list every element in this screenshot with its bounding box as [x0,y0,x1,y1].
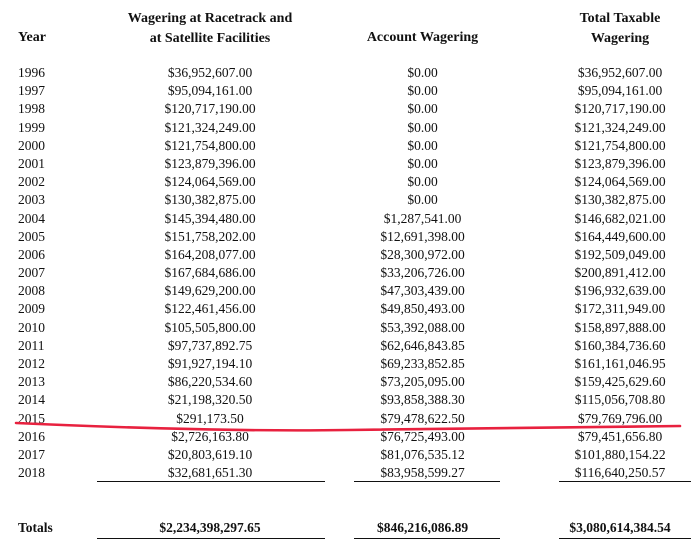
year-cell: 2004 [18,210,45,226]
total-taxable-wagering-cell: $121,324,249.00 [574,119,666,135]
table-row [0,82,697,100]
table-row [0,300,697,318]
total-taxable-wagering-cell: $130,382,875.00 [574,192,666,208]
account-wagering-cell: $93,858,388.30 [380,392,465,408]
account-wagering-cell: $83,958,599.27 [380,465,465,481]
account-wagering-cell: $79,478,622.50 [380,410,465,426]
header-total-line2: Wagering [590,31,650,46]
racetrack-wagering-cell: $36,952,607.00 [167,65,253,80]
account-wagering-cell: $0.00 [407,83,438,99]
total-taxable-wagering-cell: $36,952,607.00 [577,65,663,80]
year-cell: 2005 [18,228,45,244]
totals-account: $846,216,086.89 [376,520,469,535]
table-row [0,264,697,282]
table-row [0,173,697,191]
total-taxable-wagering-cell: $200,891,412.00 [574,265,666,281]
table-row [0,446,697,464]
header-racetrack-wagering [95,9,325,49]
total-taxable-wagering-cell: $123,879,396.00 [574,155,666,171]
racetrack-wagering-cell: $151,758,202.00 [164,228,256,244]
year-cell: 2017 [18,446,45,462]
header-year: Year [18,30,46,45]
account-wagering-cell: $33,206,726.00 [380,265,465,281]
total-taxable-wagering-cell: $115,056,708.80 [574,392,666,408]
account-wagering-cell: $0.00 [407,119,438,135]
total-taxable-wagering-cell: $120,717,190.00 [574,101,666,117]
total-taxable-wagering-cell: $101,880,154.22 [574,446,666,462]
total-taxable-wagering-cell: $172,311,949.00 [574,301,666,317]
year-cell: 1999 [18,119,45,135]
year-cell: 2008 [18,283,45,299]
total-taxable-wagering-cell: $116,640,250.57 [574,465,666,481]
total-taxable-wagering-cell: $196,932,639.00 [574,283,666,299]
total-taxable-wagering-cell: $161,161,046.95 [574,356,666,371]
year-cell: 2011 [18,337,45,353]
racetrack-wagering-cell: $124,064,569.00 [164,174,256,190]
table-row [0,282,697,300]
year-cell: 2009 [18,301,45,317]
account-wagering-cell: $0.00 [407,137,438,153]
account-wagering-cell: $28,300,972.00 [380,246,465,262]
header-racetrack-line2: at Satellite Facilities [149,31,271,46]
total-taxable-wagering-cell: $158,897,888.00 [574,319,666,335]
total-taxable-wagering-cell: $164,449,600.00 [574,228,666,244]
racetrack-wagering-cell: $121,324,249.00 [164,119,256,135]
account-wagering-cell: $0.00 [407,101,438,117]
table-row [0,464,697,482]
total-taxable-wagering-cell: $121,754,800.00 [574,137,666,153]
total-taxable-wagering-cell: $79,451,656.80 [577,428,663,444]
year-cell: 2016 [18,428,45,444]
subtotal-rule-account [354,481,500,482]
table-row [0,228,697,246]
year-cell: 2002 [18,174,45,190]
racetrack-wagering-cell: $164,208,077.00 [164,246,256,262]
table-row [0,119,697,137]
table-row [0,246,697,264]
totals-rule-account [354,538,500,539]
account-wagering-cell: $1,287,541.00 [383,210,462,226]
subtotal-rule-racetrack [97,481,325,482]
year-cell: 2018 [18,465,45,481]
table-row [0,155,697,173]
racetrack-wagering-cell: $121,754,800.00 [164,137,256,153]
account-wagering-cell: $0.00 [407,65,438,80]
year-cell: 1998 [18,101,45,117]
year-cell: 2012 [18,356,45,371]
year-cell: 2015 [18,410,45,426]
account-wagering-cell: $53,392,088.00 [380,319,465,335]
year-cell: 1996 [18,65,45,80]
totals-racetrack: $2,234,398,297.65 [159,520,261,535]
racetrack-wagering-cell: $95,094,161.00 [167,83,253,99]
header-account-wagering: Account Wagering [366,30,479,45]
racetrack-wagering-cell: $120,717,190.00 [164,101,256,117]
racetrack-wagering-cell: $2,726,163.80 [171,428,249,444]
racetrack-wagering-cell: $149,629,200.00 [164,283,256,299]
subtotal-rule-total [559,481,691,482]
account-wagering-cell: $12,691,398.00 [380,228,465,244]
account-wagering-cell: $0.00 [407,155,438,171]
account-wagering-cell: $76,725,493.00 [380,428,465,444]
table-row [0,64,697,82]
racetrack-wagering-cell: $20,803,619.10 [167,446,253,462]
racetrack-wagering-cell: $167,684,686.00 [164,265,256,281]
header-total-line1: Total Taxable [579,11,661,26]
total-taxable-wagering-cell: $124,064,569.00 [574,174,666,190]
account-wagering-cell: $0.00 [407,192,438,208]
table-row [0,210,697,228]
header-racetrack-line1: Wagering at Racetrack and [127,11,293,26]
table-row [0,137,697,155]
account-wagering-cell: $81,076,535.12 [380,446,465,462]
year-cell: 2003 [18,192,45,208]
totals-total: $3,080,614,384.54 [569,520,671,535]
total-taxable-wagering-cell: $79,769,796.00 [577,410,663,426]
year-cell: 2001 [18,155,45,171]
table-row [0,191,697,209]
account-wagering-cell: $49,850,493.00 [380,301,465,317]
table-row [0,337,697,355]
table-row [0,391,697,409]
total-taxable-wagering-cell: $160,384,736.60 [574,337,666,353]
total-taxable-wagering-cell: $192,509,049.00 [574,246,666,262]
racetrack-wagering-cell: $123,879,396.00 [164,155,256,171]
red-highlight-underline [14,420,682,434]
racetrack-wagering-cell: $97,737,892.75 [167,337,253,353]
racetrack-wagering-cell: $105,505,800.00 [164,319,256,335]
table-row [0,100,697,118]
year-cell: 2000 [18,137,45,153]
table-row [0,373,697,391]
header-total-taxable-wagering [555,9,685,49]
total-taxable-wagering-cell: $159,425,629.60 [574,374,666,390]
total-taxable-wagering-cell: $146,682,021.00 [574,210,666,226]
account-wagering-cell: $73,205,095.00 [380,374,465,390]
year-cell: 2007 [18,265,45,281]
red-underline-stroke [16,423,680,430]
totals-rule-racetrack [97,538,325,539]
year-cell: 1997 [18,83,45,99]
total-taxable-wagering-cell: $95,094,161.00 [577,83,663,99]
racetrack-wagering-cell: $21,198,320.50 [167,392,253,408]
racetrack-wagering-cell: $291,173.50 [176,410,244,426]
year-cell: 2006 [18,246,45,262]
account-wagering-cell: $47,303,439.00 [380,283,465,299]
table-row [0,319,697,337]
racetrack-wagering-cell: $145,394,480.00 [164,210,256,226]
totals-label: Totals [18,520,53,535]
racetrack-wagering-cell: $86,220,534.60 [167,374,253,390]
year-cell: 2010 [18,319,45,335]
year-cell: 2014 [18,392,45,408]
account-wagering-cell: $69,233,852.85 [380,356,465,371]
account-wagering-cell: $62,646,843.85 [380,337,465,353]
racetrack-wagering-cell: $130,382,875.00 [164,192,256,208]
account-wagering-cell: $0.00 [407,174,438,190]
racetrack-wagering-cell: $91,927,194.10 [167,356,253,371]
totals-rule-total [559,538,691,539]
racetrack-wagering-cell: $32,681,651.30 [167,465,253,481]
totals-row [0,518,697,538]
racetrack-wagering-cell: $122,461,456.00 [164,301,256,317]
year-cell: 2013 [18,374,45,390]
table-row [0,355,697,373]
